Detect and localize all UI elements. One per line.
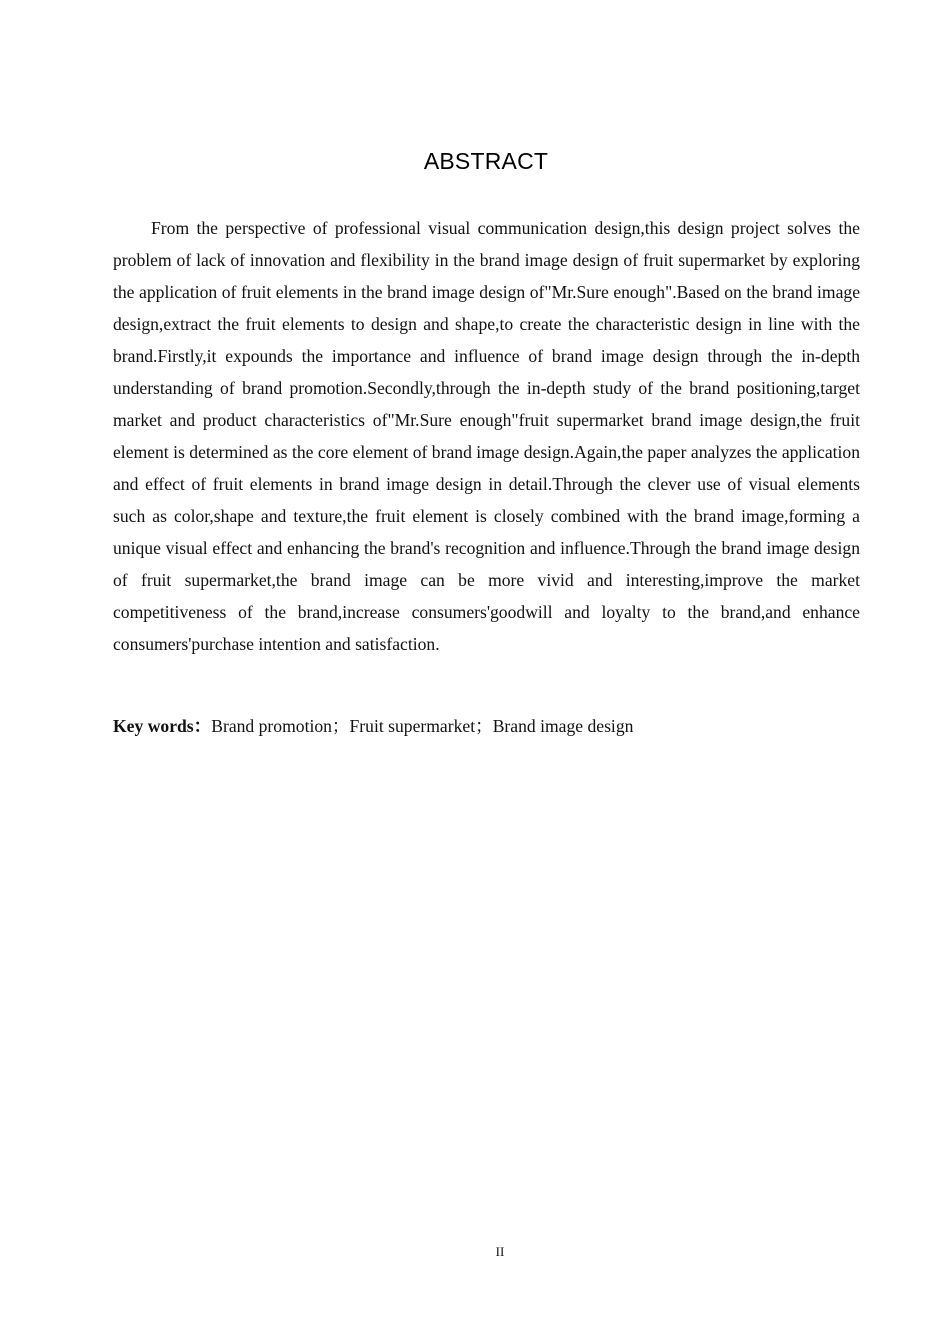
page-number: II <box>495 1244 505 1259</box>
keywords-label: Key words： <box>113 716 212 736</box>
keywords-line <box>113 710 860 742</box>
keywords-list: Brand promotion；Fruit supermarket；Brand image design <box>211 716 634 736</box>
abstract-title: ABSTRACT <box>423 148 549 174</box>
abstract-paragraph: From the perspective of professional visual communication design,this design project solves the problem of lack of innovation and flexibility in the brand image design of fruit supermarket by exploring the application of fruit elements in the brand image design of"Mr.Sure enough".Based on the brand image design,extract the fruit elements to design and shape,to create the characteristic design in line with the brand.Firstly,it expounds the importance and influence of brand image design through the in-depth understanding of brand promotion.Secondly,through the in-depth study of the brand positioning,target market and product characteristics of"Mr.Sure enough"fruit supermarket brand image design,the fruit element is determined as the core element of brand image design.Again,the paper analyzes the application and effect of fruit elements in brand image design in detail.Through the clever use of visual elements such as color,shape and texture,the fruit element is closely combined with the brand image,forming a unique visual effect and enhancing the brand's recognition and influence.Through the brand image design of fruit supermarket,the brand image can be more vivid and interesting,improve the market competitiveness of the brand,increase consumers'goodwill and loyalty to the brand,and enhance consumers'purchase intention and satisfaction. <box>113 218 860 654</box>
